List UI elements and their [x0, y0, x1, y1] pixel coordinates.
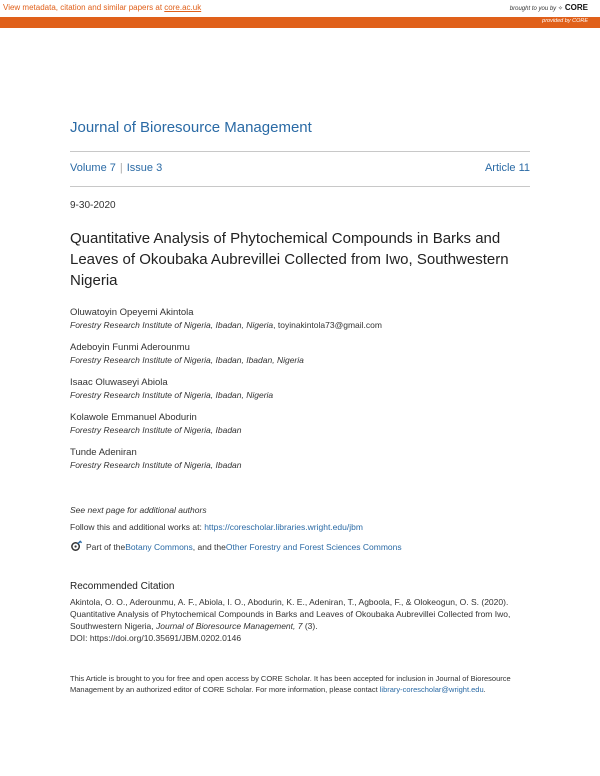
author-name: Adeboyin Funmi Aderounmu	[70, 342, 190, 353]
core-logo[interactable]: CORE	[564, 3, 588, 12]
citation-doi: DOI: https://doi.org/10.35691/JBM.0202.0146	[70, 633, 242, 643]
author-affiliation: Forestry Research Institute of Nigeria, Ibadan, Nigeria, toyinakintola73@gmail.com	[70, 320, 382, 330]
publication-date: 9-30-2020	[70, 200, 116, 211]
citation-journal: Journal of Bioresource Management, 7	[156, 621, 303, 631]
core-link[interactable]: core.ac.uk	[164, 3, 202, 12]
provided-by-text: provided by CORE	[542, 18, 588, 24]
separator: |	[119, 162, 123, 174]
divider-bottom	[70, 186, 530, 187]
open-access-icon	[70, 540, 83, 553]
article-link[interactable]: Article 11	[484, 162, 530, 174]
author-affiliation: Forestry Research Institute of Nigeria, Ibadan	[70, 425, 242, 435]
core-metadata-text: View metadata, citation and similar papers at core.ac.uk	[3, 3, 202, 12]
author-list	[70, 306, 540, 481]
core-orange-strip	[0, 17, 600, 28]
volume-link[interactable]: Volume 7	[70, 162, 116, 174]
citation-text: Akintola, O. O., Aderounmu, A. F., Abiola, I. O., Abodurin, K. E., Adeniran, T., Agboola, F., & Olokeogun, O. S. (2020). Quantitative Analysis of Phytochemical Compounds in Barks and Leaves of Okoubaka Aubrevillei Collected from Iwo, Southwestern Nigeria, Journal of Bioresource Management, 7 (3). DOI: https://doi.org/10.35691/JBM.0202.0146	[70, 597, 511, 643]
repository-link[interactable]: https://corescholar.libraries.wright.edu/jbm	[204, 522, 363, 532]
contact-email-link[interactable]: library-corescholar@wright.edu	[379, 685, 484, 694]
recommended-citation-heading: Recommended Citation	[70, 581, 175, 592]
journal-title[interactable]: Journal of Bioresource Management	[70, 119, 312, 136]
author-affiliation: Forestry Research Institute of Nigeria, Ibadan, Ibadan, Nigeria	[70, 355, 304, 365]
author-entry	[70, 376, 540, 401]
author-affiliation: Forestry Research Institute of Nigeria, Ibadan, Nigeria	[70, 390, 274, 400]
see-next-page-note: See next page for additional authors	[70, 505, 207, 515]
author-entry	[70, 411, 540, 436]
author-entry	[70, 446, 540, 471]
forestry-commons-link[interactable]: Other Forestry and Forest Sciences Commons	[225, 541, 402, 552]
article-title: Quantitative Analysis of Phytochemical Compounds in Barks and Leaves of Okoubaka Aubrevillei Collected from Iwo, Southwestern Nigeria	[70, 230, 509, 289]
author-name: Tunde Adeniran	[70, 447, 137, 458]
issue-link[interactable]: Issue 3	[126, 162, 163, 174]
author-affiliation: Forestry Research Institute of Nigeria, Ibadan	[70, 460, 242, 470]
botany-commons-link[interactable]: Botany Commons	[125, 541, 193, 552]
author-name: Isaac Oluwaseyi Abiola	[70, 377, 168, 388]
author-name: Oluwatoyin Opeyemi Akintola	[70, 307, 194, 318]
author-entry	[70, 306, 540, 331]
part-of-line: Part of the Botany Commons , and the Other Forestry and Forest Sciences Commons	[70, 540, 402, 553]
divider-top	[70, 151, 530, 152]
core-banner	[0, 0, 600, 18]
volume-issue	[70, 162, 162, 174]
footer-notice: This Article is brought to you for free and open access by CORE Scholar. It has been accepted for inclusion in Journal of Bioresource Management by an authorized editor of CORE Scholar. For more information, please contact library-corescholar@wright.edu.	[70, 674, 511, 694]
core-brought-by: brought to you by ✧ CORE	[509, 3, 588, 12]
follow-line: Follow this and additional works at: https://corescholar.libraries.wright.edu/jbm	[70, 522, 363, 532]
core-logo-icon: ✧	[557, 6, 563, 12]
author-entry	[70, 341, 540, 366]
author-name: Kolawole Emmanuel Abodurin	[70, 412, 197, 423]
author-email: , toyinakintola73@gmail.com	[273, 320, 382, 330]
